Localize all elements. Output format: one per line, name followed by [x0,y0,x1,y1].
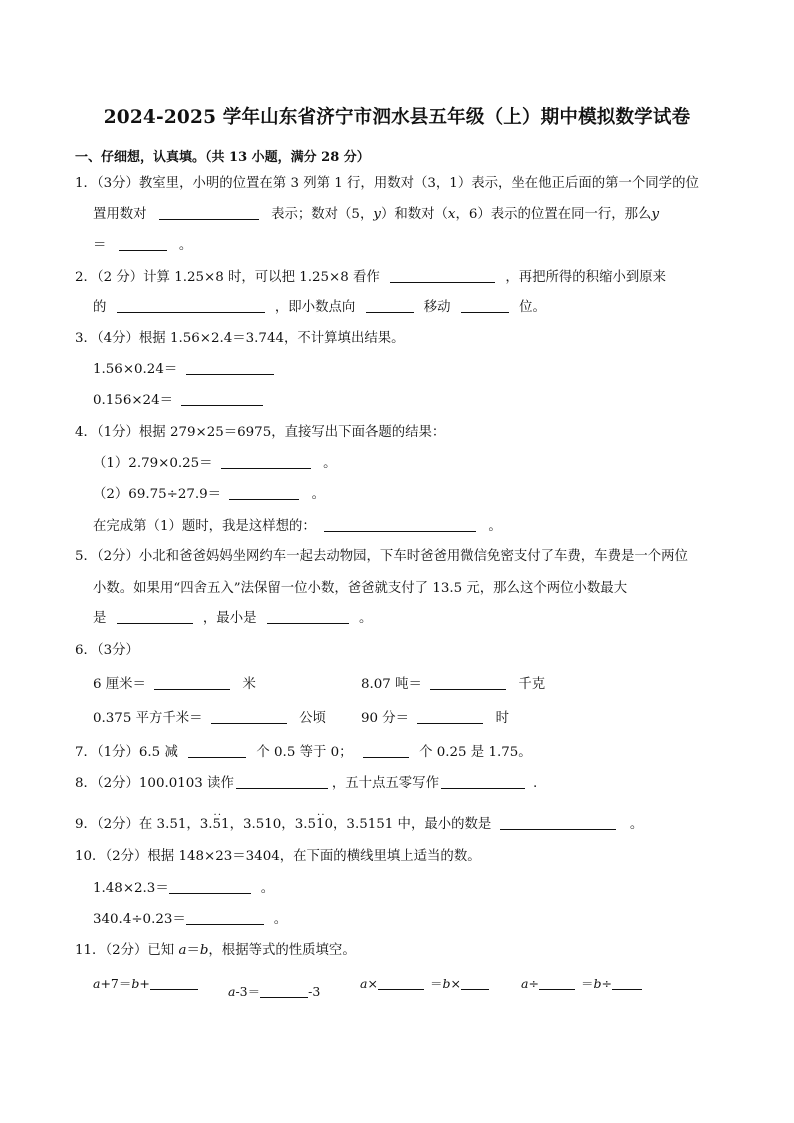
answer-blank[interactable] [211,710,287,724]
q1-line3: ＝ 。 [93,238,193,253]
answer-blank[interactable] [117,610,193,624]
answer-blank[interactable] [181,392,263,406]
answer-blank[interactable] [188,744,246,758]
answer-blank[interactable] [378,976,424,990]
answer-blank[interactable] [186,361,274,375]
q3-line2: 1.56×0.24＝ [93,361,274,379]
answer-blank[interactable] [267,610,349,624]
q6-item-d: 90 分＝ 时 [361,711,509,726]
q6-line1: 6．（3分） [75,643,139,658]
q6-item-c: 0.375 平方千米＝ 公顷 [93,711,326,726]
repeating-decimal: · · 51 [213,816,230,834]
q10-line1: 10．（2分）根据 148×23＝3404，在下面的横线里填上适当的数。 [75,849,481,864]
answer-blank[interactable] [430,676,506,690]
q4-line3: （2）69.75÷27.9＝ 。 [93,487,325,502]
q5-line1: 5．（2分）小北和爸爸妈妈坐网约车一起去动物园，下车时爸爸用微信免密支付了车费，车费是一个两位 [75,549,688,564]
answer-blank[interactable] [324,518,476,532]
q11-eq3: a× ＝b× [360,975,493,993]
q5-line2: 小数。如果用“四舍五入”法保留一位小数，爸爸就支付了 13.5 元，那么这个两位小数最大 [93,581,628,596]
q1-line2: 置用数对 表示；数对（5，y）和数对（x，6）表示的位置在同一行，那么y [93,207,660,222]
answer-blank[interactable] [159,206,259,220]
answer-blank[interactable] [363,744,409,758]
q11-eq2: a-3＝ -3 [228,984,321,999]
q3-line1: 3．（4分）根据 1.56×2.4＝3.744，不计算填出结果。 [75,331,405,346]
q10-line3: 340.4÷0.23＝ 。 [93,912,288,927]
q11-line1: 11．（2分）已知 a＝b，根据等式的性质填空。 [75,943,356,958]
q11-eq4: a÷ ＝b÷ [521,975,642,993]
q4-line2: （1）2.79×0.25＝ 。 [93,456,337,471]
answer-blank[interactable] [612,976,642,990]
answer-blank[interactable] [390,269,495,283]
q2-line1: 2．（2 分）计算 1.25×8 时，可以把 1.25×8 看作 ，再把所得的积缩小到原来 [75,270,667,285]
q4-line4: 在完成第（1）题时，我是这样想的： 。 [93,519,502,534]
answer-blank[interactable] [229,486,299,500]
page-title: 2024-2025 学年山东省济宁市泗水县五年级（上）期中模拟数学试卷 [103,107,691,128]
answer-blank[interactable] [461,299,509,313]
q11-eq1: a+7＝b+ [93,975,198,993]
answer-blank[interactable] [539,976,575,990]
q9-line1: 9．（2分）在 3.51，3.· · 51，3.510，3.5· · 10，3.5151 中，最小的数是 。 [75,816,643,834]
answer-blank[interactable] [221,455,311,469]
answer-blank[interactable] [500,816,616,830]
answer-blank[interactable] [441,775,525,789]
answer-blank[interactable] [117,299,265,313]
answer-blank[interactable] [260,984,308,998]
answer-blank[interactable] [417,710,483,724]
q1-line1: 1．（3分）教室里，小明的位置在第 3 列第 1 行，用数对（3，1）表示，坐在他正后面的第一个同学的位 [75,176,699,191]
repeating-decimal: · · 10 [316,816,333,834]
answer-blank[interactable] [150,976,198,990]
q4-line1: 4．（1分）根据 279×25＝6975，直接写出下面各题的结果： [75,425,446,440]
q3-line3: 0.156×24＝ [93,392,263,410]
q8-line1: 8．（2分）100.0103 读作 ，五十点五零写作 . [75,776,538,791]
answer-blank[interactable] [461,976,489,990]
answer-blank[interactable] [119,237,167,251]
answer-blank[interactable] [154,676,230,690]
q10-line2: 1.48×2.3＝ 。 [93,881,275,896]
q2-line2: 的 ，即小数点向 移动 位。 [93,300,546,315]
q6-item-a: 6 厘米＝ 米 [93,677,256,692]
answer-blank[interactable] [169,880,251,894]
q7-line1: 7．（1分）6.5 减 个 0.5 等于 0； 个 0.25 是 1.75。 [75,745,532,760]
answer-blank[interactable] [236,775,328,789]
answer-blank[interactable] [366,299,414,313]
section-heading: 一、仔细想，认真填。（共 13 小题，满分 28 分） [75,150,370,165]
q5-line3: 是 ，最小是 。 [93,611,373,626]
q6-item-b: 8.07 吨＝ 千克 [361,677,546,692]
answer-blank[interactable] [186,911,264,925]
